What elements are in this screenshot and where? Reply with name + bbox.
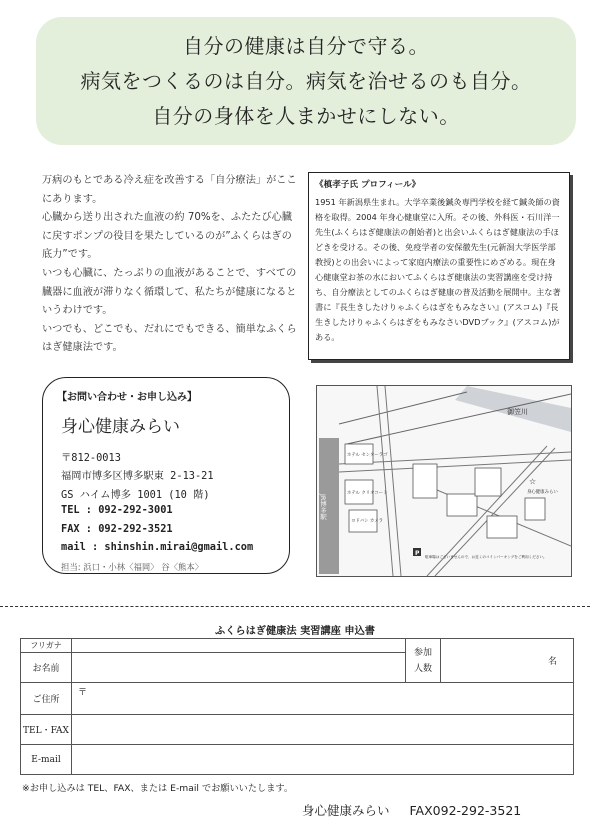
form-title: ふくらはぎ健康法 実習講座 申込書 xyxy=(215,626,375,637)
footer-fax: FAX092-292-3521 xyxy=(409,803,522,818)
map-label-river: 御笠川 xyxy=(507,408,528,416)
headline-line-1: 自分の健康は自分で守る。 xyxy=(183,34,429,58)
participants-field[interactable] xyxy=(441,639,574,683)
contact-building: GS ハイム博多 1001 (10 階) xyxy=(61,489,210,501)
telfax-label: TEL・FAX xyxy=(21,715,72,745)
furigana-label: フリガナ xyxy=(21,639,72,653)
headline-line-2: 病気をつくるのは自分。病気を治せるのも自分。 xyxy=(80,69,532,93)
map-label-station: JR博多駅 xyxy=(319,494,327,520)
contact-fax: FAX : 092-292-3521 xyxy=(61,523,173,535)
contact-postal: 〒812-0013 xyxy=(61,452,121,464)
name-field[interactable] xyxy=(72,653,406,683)
map-parking-note: 駐車場はございませんので、お近くのコインパーキングをご利用ください。 xyxy=(425,555,547,559)
profile-box xyxy=(308,172,570,360)
contact-title: 【お問い合わせ・お申し込み】 xyxy=(57,392,197,403)
profile-title: 《槙孝子氏 プロフィール》 xyxy=(315,180,421,190)
map-label-target: 身心健康みらい xyxy=(527,490,558,495)
access-map xyxy=(316,385,572,577)
submission-note: ※お申し込みは TEL、FAX、または E-mail でお願いいたします。 xyxy=(22,783,294,794)
map-label-parking: P xyxy=(415,550,420,557)
map-drawing xyxy=(317,386,571,576)
cut-line xyxy=(0,606,590,607)
application-form xyxy=(20,638,574,775)
building-block xyxy=(475,468,501,496)
contact-tel: TEL : 092-292-3001 xyxy=(61,504,173,516)
intro-text xyxy=(42,172,298,358)
contact-name: 身心健康みらい xyxy=(61,417,180,437)
headline-line-3: 自分の身体を人まかせにしない。 xyxy=(152,104,460,128)
participants-label-line-1: 参加 xyxy=(413,647,432,658)
address-label: ご住所 xyxy=(21,683,72,715)
target-star-icon: ☆ xyxy=(529,477,537,486)
map-label-hotel-1: ホテル センターラゴ xyxy=(347,453,388,458)
footer-name: 身心健康みらい xyxy=(302,803,390,818)
footer xyxy=(302,801,521,819)
contact-staff: 担当: 浜口・小林〈福岡〉 谷〈熊本〉 xyxy=(61,562,204,572)
participants-label-line-2: 人数 xyxy=(413,663,432,674)
email-label: E-mail xyxy=(21,745,72,775)
map-label-yodobashi: ヨドバシ カメラ xyxy=(351,519,384,524)
postal-mark: 〒 xyxy=(78,688,88,698)
map-label-hotel-2: ホテル クリオコート xyxy=(347,491,388,496)
contact-box xyxy=(42,377,290,574)
building-block xyxy=(487,516,517,538)
participants-label xyxy=(406,639,441,683)
contact-mail[interactable]: mail : shinshin.mirai@gmail.com xyxy=(61,541,254,553)
building-block xyxy=(413,464,437,498)
furigana-field[interactable] xyxy=(72,639,406,653)
participants-unit: 名 xyxy=(547,657,557,667)
intro-paragraph-2: 心臓から送り出された血液の約 70%を、ふたたび心臓に戻すポンプの役目を果たしているのが”ふくらはぎの底力”です。 xyxy=(42,212,293,261)
email-field[interactable] xyxy=(72,745,574,775)
intro-paragraph-4: いつでも、どこでも、だれにでもできる、簡単なふくらはぎ健康法です。 xyxy=(42,323,297,354)
building-block xyxy=(447,494,477,516)
address-field[interactable] xyxy=(72,683,574,715)
profile-body: 1951 年新潟県生まれ。大学卒業後鍼灸専門学校を経て鍼灸師の資格を取得。2004 年身心健康堂に入所。その後、外科医・石川洋一先生(ふくらはぎ健康法の創始者)と出会いふくらはぎ健康法の手ほどきを受ける。その後、免疫学者の安保徹先生(元新潟大学医学部教授)との出会いによって家庭内療法の重要性にめざめる。現在身心健康堂お茶の水においてふくらはぎ健康法の実習講座を受け持ち、自分療法としてのふくらはぎ健康の普及活動を展開中。主な著書に『長生きしたけりゃふくらはぎをもみなさい』(アスコム)『長生きしたけりゃふくらはぎをもみなさいDVDブック』(アスコム)がある。 xyxy=(315,197,561,342)
building-block xyxy=(525,498,545,520)
intro-paragraph-1: 万病のもとである冷え症を改善する「自分療法」がここにあります。 xyxy=(42,175,297,205)
name-label: お名前 xyxy=(21,653,72,683)
intro-paragraph-3: いつも心臓に、たっぷりの血液があることで、すべての臓器に血液が滞りなく循環して、私たちが健康になるというわけです。 xyxy=(42,267,297,317)
headline-banner xyxy=(36,17,576,145)
telfax-field[interactable] xyxy=(72,715,574,745)
contact-address: 福岡市博多区博多駅東 2-13-21 xyxy=(61,470,214,482)
